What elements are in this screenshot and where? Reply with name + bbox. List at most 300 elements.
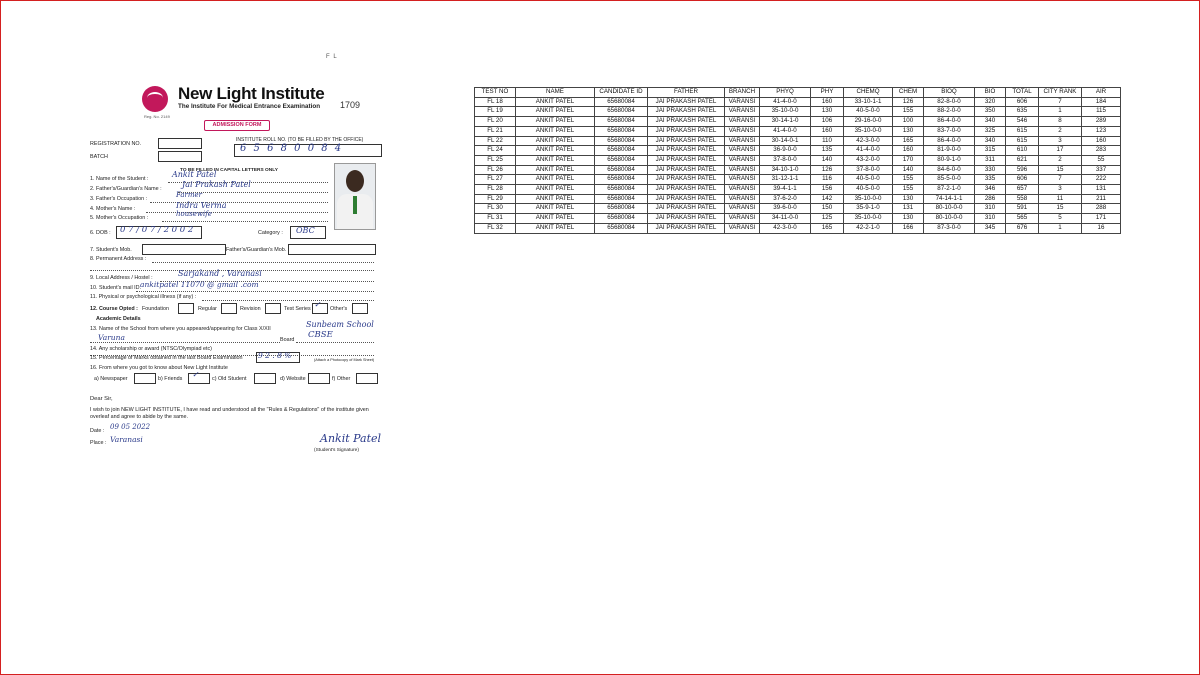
table-cell: 110 xyxy=(811,136,844,146)
board-label: Board xyxy=(280,337,295,343)
place-label: Place : xyxy=(90,440,107,446)
table-cell: 85-5-0-0 xyxy=(924,175,975,185)
friends-tick-icon: ✓ xyxy=(192,370,199,379)
newspaper-checkbox[interactable] xyxy=(134,373,156,384)
table-row xyxy=(475,146,1121,156)
place-value: Varanasi xyxy=(110,435,143,444)
table-cell: ANKIT PATEL xyxy=(516,223,595,233)
table-row xyxy=(475,97,1121,107)
table-cell: 140 xyxy=(893,165,924,175)
table-cell: 325 xyxy=(975,126,1006,136)
table-cell: 41-4-0-0 xyxy=(760,97,811,107)
table-cell: ANKIT PATEL xyxy=(516,136,595,146)
table-cell: FL 22 xyxy=(475,136,516,146)
table-cell: 126 xyxy=(893,97,924,107)
board-value: CBSE xyxy=(308,330,333,340)
table-row xyxy=(475,136,1121,146)
table-cell: ANKIT PATEL xyxy=(516,107,595,117)
course-option-others: Other's xyxy=(330,306,348,312)
table-cell: ANKIT PATEL xyxy=(516,175,595,185)
table-cell: 41-4-0-0 xyxy=(760,126,811,136)
dob-label: 6. DOB : xyxy=(90,230,111,236)
table-cell: 65680084 xyxy=(595,146,648,156)
table-cell: 30-14-1-0 xyxy=(760,117,811,127)
table-cell: 55 xyxy=(1082,155,1121,165)
table-cell: 345 xyxy=(975,223,1006,233)
table-cell: ANKIT PATEL xyxy=(516,204,595,214)
table-cell: VARANSI xyxy=(725,126,760,136)
table-cell: FL 29 xyxy=(475,194,516,204)
others-checkbox[interactable] xyxy=(352,303,368,314)
table-cell: VARANSI xyxy=(725,117,760,127)
registration-no-box xyxy=(158,138,202,149)
table-cell: 657 xyxy=(1006,185,1039,195)
source-option-newspaper: a) Newspaper xyxy=(94,376,128,382)
table-cell: 42-2-1-0 xyxy=(844,223,893,233)
mail-label: 10. Student's mail ID. xyxy=(90,285,142,291)
student-mob-label: 7. Student's Mob. xyxy=(90,247,132,253)
table-row xyxy=(475,117,1121,127)
batch-box xyxy=(158,151,202,162)
table-cell: 330 xyxy=(975,165,1006,175)
col-father: FATHER xyxy=(648,88,725,98)
table-cell: 140 xyxy=(811,155,844,165)
table-cell: 135 xyxy=(811,146,844,156)
table-cell: JAI PRAKASH PATEL xyxy=(648,204,725,214)
table-cell: 337 xyxy=(1082,165,1121,175)
col-test-no: TEST NO xyxy=(475,88,516,98)
mother-name-label: 4. Mother's Name : xyxy=(90,206,136,212)
table-cell: VARANSI xyxy=(725,136,760,146)
table-cell: 131 xyxy=(1082,185,1121,195)
col-bio: BIO xyxy=(975,88,1006,98)
table-cell: 39-4-1-1 xyxy=(760,185,811,195)
table-cell: 65680084 xyxy=(595,107,648,117)
table-cell: 80-10-0-0 xyxy=(924,204,975,214)
course-option-regular: Regular xyxy=(198,306,217,312)
table-cell: 83-7-0-0 xyxy=(924,126,975,136)
table-cell: 16 xyxy=(1082,223,1121,233)
form-number: 1709 xyxy=(340,100,361,110)
table-cell: FL 31 xyxy=(475,214,516,224)
mother-name-value: Indra Verma xyxy=(176,201,227,210)
guardian-mob-box xyxy=(288,244,376,255)
table-cell: 84-6-0-0 xyxy=(924,165,975,175)
table-cell: 615 xyxy=(1006,126,1039,136)
table-cell: 17 xyxy=(1039,146,1082,156)
table-cell: 36-9-0-0 xyxy=(760,146,811,156)
table-cell: JAI PRAKASH PATEL xyxy=(648,223,725,233)
category-label: Category : xyxy=(258,230,283,236)
table-cell: 87-2-1-0 xyxy=(924,185,975,195)
table-cell: FL 18 xyxy=(475,97,516,107)
table-cell: 615 xyxy=(1006,136,1039,146)
registration-no-label: REGISTRATION NO. xyxy=(90,141,142,147)
table-cell: ANKIT PATEL xyxy=(516,155,595,165)
table-cell: 288 xyxy=(1082,204,1121,214)
table-row xyxy=(475,175,1121,185)
table-cell: 320 xyxy=(975,97,1006,107)
dob-value: 0 7 / 0 7 / 2 0 0 2 xyxy=(120,225,194,235)
mother-occupation-value: housewife xyxy=(176,210,212,218)
table-cell: 88-2-0-0 xyxy=(924,107,975,117)
source-option-old-student: c) Old Student xyxy=(212,376,247,382)
table-cell: 289 xyxy=(1082,117,1121,127)
table-cell: JAI PRAKASH PATEL xyxy=(648,146,725,156)
table-cell: 310 xyxy=(975,204,1006,214)
table-cell: 31-12-1-1 xyxy=(760,175,811,185)
table-cell: 74-14-1-1 xyxy=(924,194,975,204)
table-cell: FL 21 xyxy=(475,126,516,136)
table-cell: ANKIT PATEL xyxy=(516,214,595,224)
table-cell: FL 20 xyxy=(475,117,516,127)
source-label: 16. From where you got to know about New Light Institute xyxy=(90,365,228,371)
table-cell: 546 xyxy=(1006,117,1039,127)
academic-details-label: Academic Details xyxy=(96,316,141,322)
table-cell: ANKIT PATEL xyxy=(516,165,595,175)
course-option-test-series: Test Series xyxy=(284,306,311,312)
school-value-2: Varuna xyxy=(98,333,125,342)
table-cell: VARANSI xyxy=(725,165,760,175)
table-cell: 222 xyxy=(1082,175,1121,185)
table-cell: 8 xyxy=(1039,117,1082,127)
table-cell: 311 xyxy=(975,155,1006,165)
student-name-label: 1. Name of the Student : xyxy=(90,176,149,182)
table-cell: 126 xyxy=(811,165,844,175)
table-cell: 35-9-1-0 xyxy=(844,204,893,214)
table-cell: 315 xyxy=(975,146,1006,156)
table-cell: 166 xyxy=(893,223,924,233)
table-cell: 80-10-0-0 xyxy=(924,214,975,224)
student-mob-box xyxy=(142,244,226,255)
website-checkbox[interactable] xyxy=(308,373,330,384)
admission-form-label: ADMISSION FORM xyxy=(204,120,270,131)
table-cell: ANKIT PATEL xyxy=(516,117,595,127)
table-cell: 7 xyxy=(1039,97,1082,107)
table-cell: VARANSI xyxy=(725,214,760,224)
table-cell: 165 xyxy=(893,136,924,146)
table-cell: 155 xyxy=(893,185,924,195)
table-row xyxy=(475,214,1121,224)
table-cell: 100 xyxy=(893,117,924,127)
illness-label: 11. Physical or psychological illness (if any) : xyxy=(90,294,197,300)
col-chemq: CHEMQ xyxy=(844,88,893,98)
percentage-label: 15. Percentage of Marks obtained in the last Board Examination xyxy=(90,355,243,361)
col-phy: PHY xyxy=(811,88,844,98)
table-row xyxy=(475,204,1121,214)
table-cell: FL 24 xyxy=(475,146,516,156)
table-cell: 40-5-0-0 xyxy=(844,107,893,117)
table-cell: 606 xyxy=(1006,175,1039,185)
table-cell: 160 xyxy=(811,126,844,136)
table-row xyxy=(475,194,1121,204)
table-cell: FL 26 xyxy=(475,165,516,175)
table-cell: 155 xyxy=(893,107,924,117)
results-table-body xyxy=(475,97,1121,233)
old-student-checkbox[interactable] xyxy=(254,373,276,384)
table-cell: 65680084 xyxy=(595,136,648,146)
table-cell: 7 xyxy=(1039,175,1082,185)
table-cell: 2 xyxy=(1039,126,1082,136)
table-row xyxy=(475,126,1121,136)
other-checkbox[interactable] xyxy=(356,373,378,384)
table-cell: 130 xyxy=(893,214,924,224)
permanent-address-label: 8. Permanent Address : xyxy=(90,256,147,262)
table-cell: VARANSI xyxy=(725,155,760,165)
table-cell: 65680084 xyxy=(595,165,648,175)
table-cell: 3 xyxy=(1039,136,1082,146)
table-cell: 130 xyxy=(811,107,844,117)
father-occupation-value: Farmer xyxy=(176,191,203,199)
local-address-label: 9. Local Address / Hostel : xyxy=(90,275,153,281)
table-cell: 5 xyxy=(1039,214,1082,224)
roll-no-value: 6 5 6 8 0 0 8 4 xyxy=(240,143,344,154)
table-cell: JAI PRAKASH PATEL xyxy=(648,214,725,224)
table-row xyxy=(475,165,1121,175)
table-cell: JAI PRAKASH PATEL xyxy=(648,165,725,175)
table-cell: 65680084 xyxy=(595,117,648,127)
table-cell: 160 xyxy=(893,146,924,156)
table-cell: 340 xyxy=(975,117,1006,127)
table-cell: 115 xyxy=(1082,107,1121,117)
table-cell: FL 30 xyxy=(475,204,516,214)
source-option-website: d) Website xyxy=(280,376,306,382)
table-cell: 131 xyxy=(893,204,924,214)
col-total: TOTAL xyxy=(1006,88,1039,98)
table-cell: ANKIT PATEL xyxy=(516,126,595,136)
table-cell: JAI PRAKASH PATEL xyxy=(648,185,725,195)
scholarship-label: 14. Any scholarship or award (NTSC/Olympiad etc) xyxy=(90,346,212,352)
source-option-other: f) Other xyxy=(332,376,351,382)
table-cell: 65680084 xyxy=(595,214,648,224)
mail-value: ankitpatel 11070 @ gmail .com xyxy=(140,280,259,289)
table-cell: VARANSI xyxy=(725,175,760,185)
table-cell: 86-4-0-0 xyxy=(924,117,975,127)
roll-no-label: INSTITUTE ROLL NO. (TO BE FILLED BY THE OFFICE) xyxy=(236,137,364,143)
table-cell: 635 xyxy=(1006,107,1039,117)
table-cell: 184 xyxy=(1082,97,1121,107)
table-cell: 87-3-0-0 xyxy=(924,223,975,233)
table-cell: 37-6-2-0 xyxy=(760,194,811,204)
course-opted-label: 12. Course Opted : xyxy=(90,306,138,312)
table-cell: 340 xyxy=(975,136,1006,146)
table-cell: JAI PRAKASH PATEL xyxy=(648,194,725,204)
table-cell: 130 xyxy=(893,194,924,204)
table-cell: 37-8-0-0 xyxy=(760,155,811,165)
table-cell: VARANSI xyxy=(725,204,760,214)
guardian-mob-label: Father's/Guardian's Mob. xyxy=(226,247,287,253)
table-cell: 65680084 xyxy=(595,155,648,165)
date-label: Date : xyxy=(90,428,105,434)
table-cell: 39-6-0-0 xyxy=(760,204,811,214)
regular-checkbox[interactable] xyxy=(221,303,237,314)
table-cell: 621 xyxy=(1006,155,1039,165)
table-cell: ANKIT PATEL xyxy=(516,194,595,204)
table-cell: 1 xyxy=(1039,223,1082,233)
table-cell: 125 xyxy=(811,214,844,224)
table-cell: FL 28 xyxy=(475,185,516,195)
table-header-row xyxy=(475,88,1121,98)
table-cell: 65680084 xyxy=(595,204,648,214)
table-cell: 80-9-1-0 xyxy=(924,155,975,165)
table-cell: 35-10-0-0 xyxy=(760,107,811,117)
table-cell: FL 25 xyxy=(475,155,516,165)
table-cell: 596 xyxy=(1006,165,1039,175)
reg-no: Reg. No. 2149 xyxy=(144,114,170,119)
table-cell: 346 xyxy=(975,185,1006,195)
table-cell: 82-8-0-0 xyxy=(924,97,975,107)
table-cell: 40-5-0-0 xyxy=(844,175,893,185)
course-option-foundation: Foundation xyxy=(142,306,169,312)
table-cell: 558 xyxy=(1006,194,1039,204)
table-cell: 40-5-0-0 xyxy=(844,185,893,195)
school-value: Sunbeam School xyxy=(306,320,374,329)
institute-tagline: The Institute For Medical Entrance Examination xyxy=(178,103,321,110)
table-cell: 130 xyxy=(893,126,924,136)
date-value: 09 05 2022 xyxy=(110,423,151,431)
table-cell: 65680084 xyxy=(595,126,648,136)
col-air: AIR xyxy=(1082,88,1121,98)
table-cell: 35-10-0-0 xyxy=(844,194,893,204)
institute-name: New Light Institute xyxy=(178,84,325,103)
batch-label: BATCH xyxy=(90,154,108,160)
table-cell: JAI PRAKASH PATEL xyxy=(648,155,725,165)
revision-checkbox[interactable] xyxy=(265,303,281,314)
table-cell: 160 xyxy=(1082,136,1121,146)
table-cell: 170 xyxy=(893,155,924,165)
table-cell: 42-3-0-0 xyxy=(760,223,811,233)
col-branch: BRANCH xyxy=(725,88,760,98)
table-cell: 123 xyxy=(1082,126,1121,136)
table-cell: JAI PRAKASH PATEL xyxy=(648,126,725,136)
table-cell: 30-14-0-1 xyxy=(760,136,811,146)
table-cell: 35-10-0-0 xyxy=(844,126,893,136)
table-row xyxy=(475,107,1121,117)
table-cell: 35-10-0-0 xyxy=(844,214,893,224)
table-cell: VARANSI xyxy=(725,107,760,117)
table-cell: 350 xyxy=(975,107,1006,117)
table-cell: 11 xyxy=(1039,194,1082,204)
table-cell: 41-4-0-0 xyxy=(844,146,893,156)
table-cell: VARANSI xyxy=(725,223,760,233)
table-cell: ANKIT PATEL xyxy=(516,146,595,156)
table-cell: 211 xyxy=(1082,194,1121,204)
table-cell: 142 xyxy=(811,194,844,204)
admission-form xyxy=(68,50,390,460)
table-cell: VARANSI xyxy=(725,97,760,107)
table-cell: 565 xyxy=(1006,214,1039,224)
father-occupation-label: 3. Father's Occupation : xyxy=(90,196,148,202)
student-name-value: Ankit Patel xyxy=(172,170,217,179)
table-cell: JAI PRAKASH PATEL xyxy=(648,97,725,107)
table-cell: FL 32 xyxy=(475,223,516,233)
table-cell: 33-10-1-1 xyxy=(844,97,893,107)
table-cell: 43-2-0-0 xyxy=(844,155,893,165)
table-cell: 65680084 xyxy=(595,194,648,204)
table-cell: 116 xyxy=(811,175,844,185)
capital-letters-note: TO BE FILLED IN CAPITAL LETTERS ONLY xyxy=(180,168,278,173)
table-cell: ANKIT PATEL xyxy=(516,185,595,195)
father-name-value: Jai Prakash Patel xyxy=(182,180,251,189)
table-row xyxy=(475,185,1121,195)
table-cell: 335 xyxy=(975,175,1006,185)
col-bioq: BIOQ xyxy=(924,88,975,98)
table-cell: 34-10-1-0 xyxy=(760,165,811,175)
student-photo xyxy=(334,163,376,230)
student-signature: Ankit Patel xyxy=(320,432,382,445)
table-cell: 606 xyxy=(1006,97,1039,107)
percentage-value: 9 2 . 8 % xyxy=(258,351,292,360)
col-name: NAME xyxy=(516,88,595,98)
table-cell: 2 xyxy=(1039,155,1082,165)
table-cell: 65680084 xyxy=(595,175,648,185)
table-cell: VARANSI xyxy=(725,146,760,156)
foundation-checkbox[interactable] xyxy=(178,303,194,314)
table-cell: 81-9-0-0 xyxy=(924,146,975,156)
table-cell: 610 xyxy=(1006,146,1039,156)
table-row xyxy=(475,155,1121,165)
table-cell: 283 xyxy=(1082,146,1121,156)
table-cell: 15 xyxy=(1039,165,1082,175)
table-cell: 171 xyxy=(1082,214,1121,224)
table-cell: VARANSI xyxy=(725,185,760,195)
source-option-friends: b) Friends xyxy=(158,376,183,382)
col-city-rank: CITY RANK xyxy=(1039,88,1082,98)
table-cell: 65680084 xyxy=(595,223,648,233)
table-cell: 34-11-0-0 xyxy=(760,214,811,224)
table-cell: 676 xyxy=(1006,223,1039,233)
table-cell: 106 xyxy=(811,117,844,127)
col-chem: CHEM xyxy=(893,88,924,98)
table-cell: FL 27 xyxy=(475,175,516,185)
table-cell: ANKIT PATEL xyxy=(516,97,595,107)
table-cell: 65680084 xyxy=(595,185,648,195)
table-cell: 1 xyxy=(1039,107,1082,117)
table-cell: 156 xyxy=(811,185,844,195)
table-cell: 286 xyxy=(975,194,1006,204)
table-cell: 591 xyxy=(1006,204,1039,214)
col-phyq: PHYQ xyxy=(760,88,811,98)
table-cell: 15 xyxy=(1039,204,1082,214)
table-cell: 160 xyxy=(811,97,844,107)
dear-sir: Dear Sir, xyxy=(90,396,113,402)
test-series-tick-icon: ✓ xyxy=(314,300,321,309)
category-value: OBC xyxy=(296,226,315,235)
table-cell: JAI PRAKASH PATEL xyxy=(648,107,725,117)
table-cell: JAI PRAKASH PATEL xyxy=(648,117,725,127)
table-cell: JAI PRAKASH PATEL xyxy=(648,175,725,185)
table-cell: 29-16-0-0 xyxy=(844,117,893,127)
table-cell: 155 xyxy=(893,175,924,185)
father-name-label: 2. Father's/Guardian's Name : xyxy=(90,186,162,192)
mother-occupation-label: 5. Mother's Occupation : xyxy=(90,215,149,221)
table-cell: 150 xyxy=(811,204,844,214)
table-cell: 65680084 xyxy=(595,97,648,107)
table-cell: VARANSI xyxy=(725,194,760,204)
local-address-value: Sarjakand , Varanasi xyxy=(178,269,262,278)
table-cell: 42-3-0-0 xyxy=(844,136,893,146)
col-candidate-id: CANDIDATE ID xyxy=(595,88,648,98)
table-row xyxy=(475,223,1121,233)
table-cell: 37-8-0-0 xyxy=(844,165,893,175)
table-cell: 310 xyxy=(975,214,1006,224)
results-table xyxy=(474,87,1121,234)
declaration-text: I wish to join NEW LIGHT INSTITUTE, I have read and understood all the "Rules & Regulations" of the institute given overleaf and agree to abide by the same. xyxy=(90,407,369,420)
institute-logo-icon xyxy=(142,86,168,112)
corner-mark: F L xyxy=(326,54,338,60)
table-cell: JAI PRAKASH PATEL xyxy=(648,136,725,146)
table-cell: FL 19 xyxy=(475,107,516,117)
